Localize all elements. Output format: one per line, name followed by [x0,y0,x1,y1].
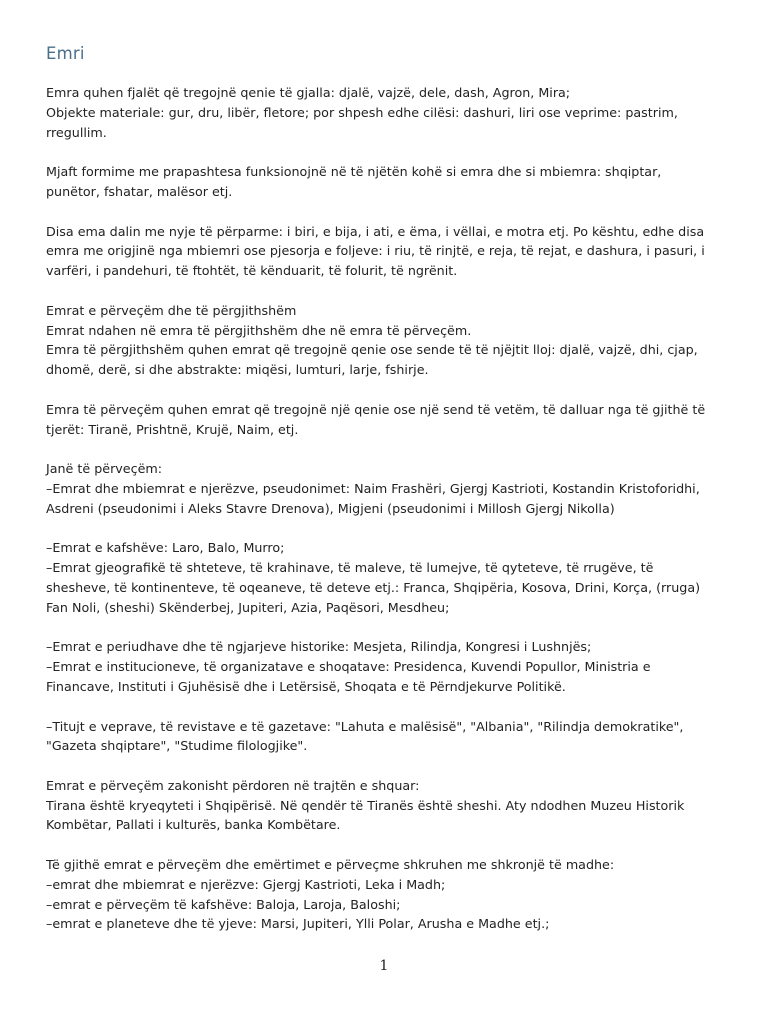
paragraph [46,162,722,202]
text-line: –emrat e planeteve dhe të yjeve: Marsi, Jupiteri, Ylli Polar, Arusha e Madhe etj.; [46,916,550,932]
paragraph [46,301,722,380]
paragraph [46,717,722,757]
text-line: punëtor, fshatar, malësor etj. [46,183,233,199]
text-line: Emra të përveçëm quhen emrat që tregojnë një qenie ose një send të vetëm, të dalluar nga të gjithë të [46,401,706,417]
text-line: Disa ema dalin me nyje të përparme: i biri, e bija, i ati, e ëma, i vëllai, e motra etj. Po kështu, edhe disa [46,223,705,239]
text-line: Emra quhen fjalët që tregojnë qenie të gjalla: djalë, vajzë, dele, dash, Agron, Mira; [46,85,571,100]
text-line: Asdreni (pseudonimi i Aleks Stavre Drenova), Migjeni (pseudonimi i Millosh Gjergj Nikolla) [46,500,615,516]
text-line: Fan Noli, (sheshi) Skënderbej, Jupiteri, Azia, Paqësori, Mesdheu; [46,599,450,615]
text-line: –emrat dhe mbiemrat e njerëzve: Gjergj Kastrioti, Leka i Madh; [46,876,446,892]
text-line: Të gjithë emrat e përveçëm dhe emërtimet e përveçme shkruhen me shkronjë të madhe: [46,857,615,873]
text-line: –Emrat e institucioneve, të organizatave e shoqatave: Presidenca, Kuvendi Popullor, Ministria e [46,659,651,675]
text-line: –Emrat e periudhave dhe të ngjarjeve historike: Mesjeta, Rilindja, Kongresi i Lushnjës; [46,639,592,655]
text-line: –Emrat e kafshëve: Laro, Balo, Murro; [46,540,285,556]
text-line: –Emrat gjeografikë të shteteve, të krahinave, të maleve, të lumejve, të qyteteve, të rrugëve, të [46,560,654,576]
paragraph [46,538,722,617]
text-line: varfëri, i pandehuri, të ftohtët, të kënduarit, të folurit, të ngrënit. [46,263,458,279]
text-line: dhomë, derë, si dhe abstrakte: miqësi, lumturi, larje, fshirje. [46,362,429,378]
text-line: Mjaft formime me prapashtesa funksionojnë në të njëtën kohë si emra dhe si mbiemra: shqiptar, [46,164,662,180]
text-line: Emrat ndahen në emra të përgjithshëm dhe në emra të përveçëm. [46,322,472,338]
text-line: –Emrat dhe mbiemrat e njerëzve, pseudonimet: Naim Frashëri, Gjergj Kastrioti, Kostandin Kristoforidhi, [46,480,700,496]
page-title: Emri [46,44,85,63]
text-line: Emrat e përveçëm dhe të përgjithshëm [46,302,297,318]
paragraph [46,83,722,142]
text-line: rregullim. [46,124,107,140]
text-line: Emra të përgjithshëm quhen emrat që tregojnë qenie ose sende të të njëjtit lloj: djalë, vajzë, dhi, cjap, [46,342,698,358]
text-line: Janë të përveçëm: [46,461,163,477]
text-line: tjerët: Tiranë, Prishtnë, Krujë, Naim, etj. [46,421,299,437]
text-line: emra me origjinë nga mbiemri ose pjesorja e foljeve: i riu, të rinjtë, e reja, të rejat, e dashura, i pasuri, i [46,243,705,259]
paragraph [46,776,722,835]
page-number: 1 [379,958,389,974]
text-line: –Titujt e veprave, të revistave e të gazetave: "Lahuta e malësisë", "Albania", "Rilindja demokratike", [46,718,684,734]
text-line: "Gazeta shqiptare", "Studime filologjike". [46,738,308,754]
text-line: –emrat e përveçëm të kafshëve: Baloja, Laroja, Baloshi; [46,896,401,912]
text-line: shesheve, të kontinenteve, të oqeaneve, të deteve etj.: Franca, Shqipëria, Kosova, Drini, Korça, (rruga) [46,579,701,595]
document-body [46,83,722,954]
text-line: Financave, Instituti i Gjuhësisë dhe i Letërsisë, Shoqata e të Përndjekurve Politikë. [46,678,566,694]
text-line: Tirana është kryeqyteti i Shqipërisë. Në qendër të Tiranës është sheshi. Aty ndodhen Muzeu Historik [46,797,685,813]
paragraph [46,222,722,281]
paragraph [46,855,722,934]
paragraph [46,637,722,696]
paragraph [46,459,722,518]
paragraph [46,400,722,440]
text-line: Objekte materiale: gur, dru, libër, fletore; por shpesh edhe cilësi: dashuri, liri ose veprime: pastrim, [46,104,678,120]
text-line: Emrat e përveçëm zakonisht përdoren në trajtën e shquar: [46,777,420,793]
text-line: Kombëtar, Pallati i kulturës, banka Kombëtare. [46,817,341,833]
